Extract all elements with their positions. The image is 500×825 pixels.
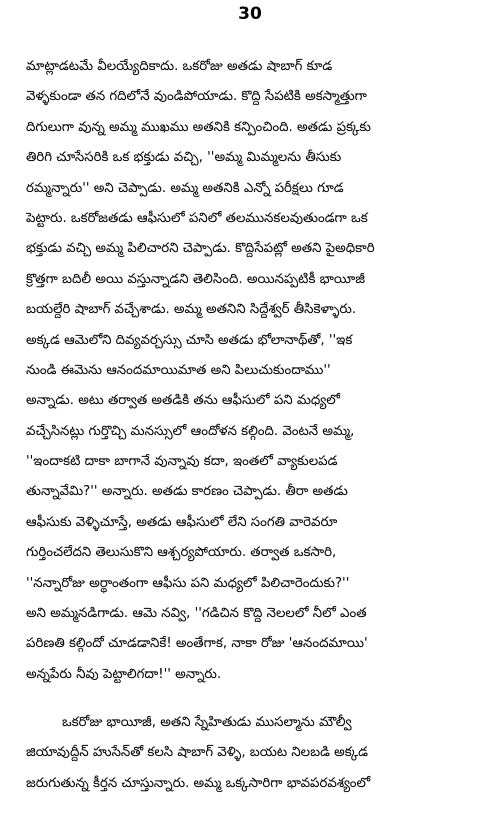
text-line: పెట్టారు. ఒకరోజతడు ఆఫీసులో పనిలో తలమునకలవుతుండగా ఒక — [26, 210, 368, 226]
text-line: ''ఇందాకటి దాకా బాగానే వున్నావు కదా, ఇంతలో వ్యాకులపడ — [26, 454, 338, 470]
text-line: భక్తుడు వచ్చి అమ్మ పిలిచారని చెప్పాడు. కొద్దిసేపట్లో అతని పైఅధికారి — [26, 241, 375, 257]
text-line: వెళ్ళకుండా తన గదిలోనే వుండిపోయాడు. కొద్ది సేపటికి అకస్మాత్తుగా — [26, 89, 367, 105]
text-line: అన్నపేరు నీవు పెట్టాలిగదా!'' అన్నారు. — [26, 666, 222, 682]
text-line: బయల్దేరి షాబాగ్ వచ్చేశాడు. అమ్మ అతనిని సిద్దేశ్వర్ తీసికెళ్ళారు. — [26, 302, 357, 318]
text-line: ఒకరోజు భాయీజీ, అతని స్నేహితుడు ముసల్మాను మౌల్వీ — [62, 715, 352, 730]
text-line: తున్నావేమి?'' అన్నారు. అతడు కారణం చెప్పాడు. తీరా అతడు — [26, 484, 348, 500]
text-line: క్రొత్తగా బదిలీ అయి వస్తున్నాడని తెలిసింది. అయినప్పటికీ భాయీజీ — [26, 271, 365, 287]
text-line: నుండి ఈమెను ఆనందమాయిమాత అని పిలుచుకుందాము'' — [26, 362, 331, 378]
paragraph-1 — [26, 52, 496, 690]
text-line: వచ్చేసినట్లు గుర్తొచ్చి మనస్సులో ఆందోళన కల్గింది. వెంటనే అమ్మ, — [26, 423, 355, 439]
text-line: అక్కడ ఆమెలోని దివ్యవర్చస్సు చూసి అతడు భోలానాథ్‌తో, ''ఇక — [26, 332, 353, 348]
text-line: గుర్తించలేదని తెలుసుకొని ఆశ్చర్యపోయారు. తర్వాత ఒకసారి, — [26, 545, 337, 561]
text-line: తిరిగి చూసేసరికి ఒక భక్తుడు వచ్చి, ''అమ్మ మిమ్మలను తీసుకు — [26, 150, 342, 166]
text-line: జరుగుతున్న కీర్తన చూస్తున్నారు. అమ్మ ఒక్కసారిగా భావపరవశ్యంలో — [26, 775, 371, 791]
text-line: దిగులుగా వున్న అమ్మ ముఖము అతనికి కన్పించింది. అతడు ప్రక్కకు — [26, 119, 371, 135]
text-line: ఆఫీసుకు వెళ్ళిచూస్తే, అతడు ఆఫీసులో లేని సంగతి వారెవరూ — [26, 514, 338, 530]
text-line: పరిణతి కల్గిందో చూడడానికే! అంతేగాక, నాకా రోజు 'ఆనందమాయి' — [26, 636, 368, 652]
text-line: రమ్మన్నారు'' అని చెప్పాడు. అమ్మ అతనికి ఎన్నో పరీక్షలు గూడ — [26, 180, 344, 196]
text-line: మాట్లాడటమే వీలయ్యేదికాదు. ఒకరోజు అతడు షాబాగ్ కూడ — [26, 59, 333, 74]
page-number: 30 — [238, 4, 262, 24]
text-line: జియావుద్దీన్ హుసేన్‌తో కలసి షాబాగ్ వెళ్ళి, బయట నిలబడి అక్కడ — [26, 745, 368, 761]
text-line: అన్నాడు. అటు తర్వాత అతడికి తను ఆఫీసులో పని మధ్యలో — [26, 393, 340, 409]
text-line: ''నన్నారోజు అర్థాంతంగా ఆఫీసు పని మధ్యలో పిలిచారెందుకు?'' — [26, 575, 350, 591]
text-line: అని అమ్మనడిగాడు. ఆమె నవ్వి, ''గడిచిన కొద్ది నెలలలో నీలో ఎంత — [26, 606, 367, 622]
paragraph-2 — [26, 708, 496, 799]
